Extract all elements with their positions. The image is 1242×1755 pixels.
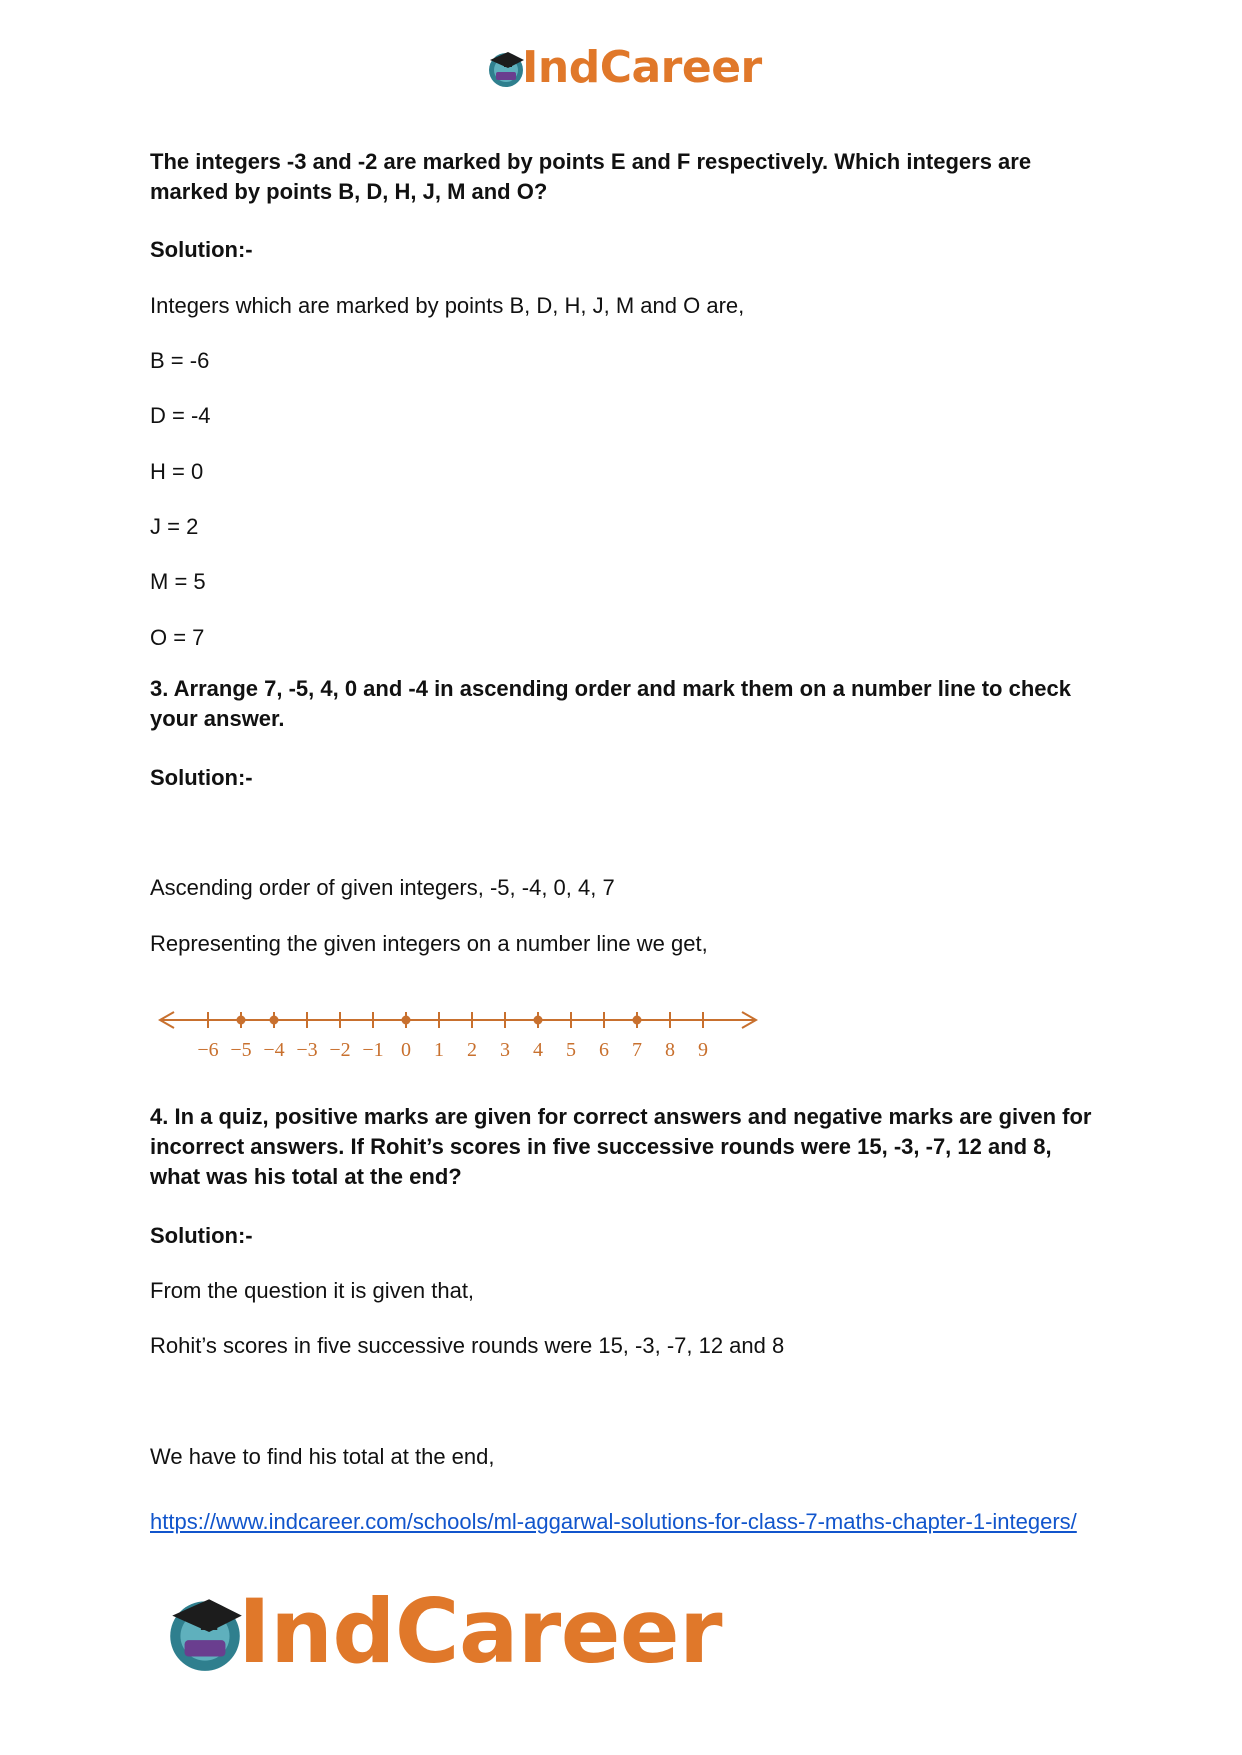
logo-wordmark: IndCareer [522,42,762,93]
answer-d: D = -4 [150,403,211,428]
source-link[interactable]: https://www.indcareer.com/schools/ml-aggarwal-solutions-for-class-7-maths-chapter-1-integers/ [150,1509,1077,1534]
answer-m: M = 5 [150,569,206,594]
marked-point [237,1016,246,1025]
answer-h: H = 0 [150,459,204,484]
number-line [150,1000,770,1070]
solution-4-scores: Rohit’s scores in five successive rounds were 15, -3, -7, 12 and 8 [150,1333,785,1358]
tick-label: −3 [296,1039,318,1061]
marked-point [402,1016,411,1025]
graduation-cap-book-icon [160,1587,250,1677]
answer-b: B = -6 [150,348,210,373]
header-logo [484,42,762,93]
solution-2-intro: Integers which are marked by points B, D, H, J, M and O are, [150,293,745,318]
tick-label: 8 [665,1039,675,1061]
answer-j: J = 2 [150,514,199,539]
logo-wordmark: IndCareer [238,1580,723,1683]
tick-label: 2 [467,1039,477,1061]
tick-label: 0 [401,1039,411,1061]
tick-label: −4 [263,1039,285,1061]
marked-point [270,1016,279,1025]
tick-label: 1 [434,1039,444,1061]
tick-label: 7 [632,1039,642,1061]
marked-point [534,1016,543,1025]
tick-label: 9 [698,1039,708,1061]
answer-o: O = 7 [150,625,205,650]
question-4-text: 4. In a quiz, positive marks are given for correct answers and negative marks are given for incorrect answers. If Rohit’s scores in five successive rounds were 15, -3, -7, 12 and 8, what was his total at the end? [150,1104,1092,1189]
solution-label: Solution:- [150,1223,253,1248]
question-2-text: The integers -3 and -2 are marked by points E and F respectively. Which integers are marked by points B, D, H, J, M and O? [150,149,1032,204]
tick-label: 5 [566,1039,576,1061]
tick-label: 3 [500,1039,510,1061]
tick-label: −6 [197,1039,219,1061]
tick-label: −1 [362,1039,384,1061]
tick-label: −2 [329,1039,351,1061]
solution-label: Solution:- [150,765,253,790]
solution-3-order: Ascending order of given integers, -5, -4, 0, 4, 7 [150,875,615,900]
solution-label: Solution:- [150,237,253,262]
solution-4-find: We have to find his total at the end, [150,1444,495,1469]
marked-point [633,1016,642,1025]
solution-3-representation: Representing the given integers on a number line we get, [150,931,708,956]
tick-label: 6 [599,1039,609,1061]
tick-label: −5 [230,1039,252,1061]
solution-4-given: From the question it is given that, [150,1278,475,1303]
tick-label: 4 [533,1039,543,1061]
footer-logo [160,1580,722,1683]
question-3-text: 3. Arrange 7, -5, 4, 0 and -4 in ascending order and mark them on a number line to check your answer. [150,676,1071,731]
